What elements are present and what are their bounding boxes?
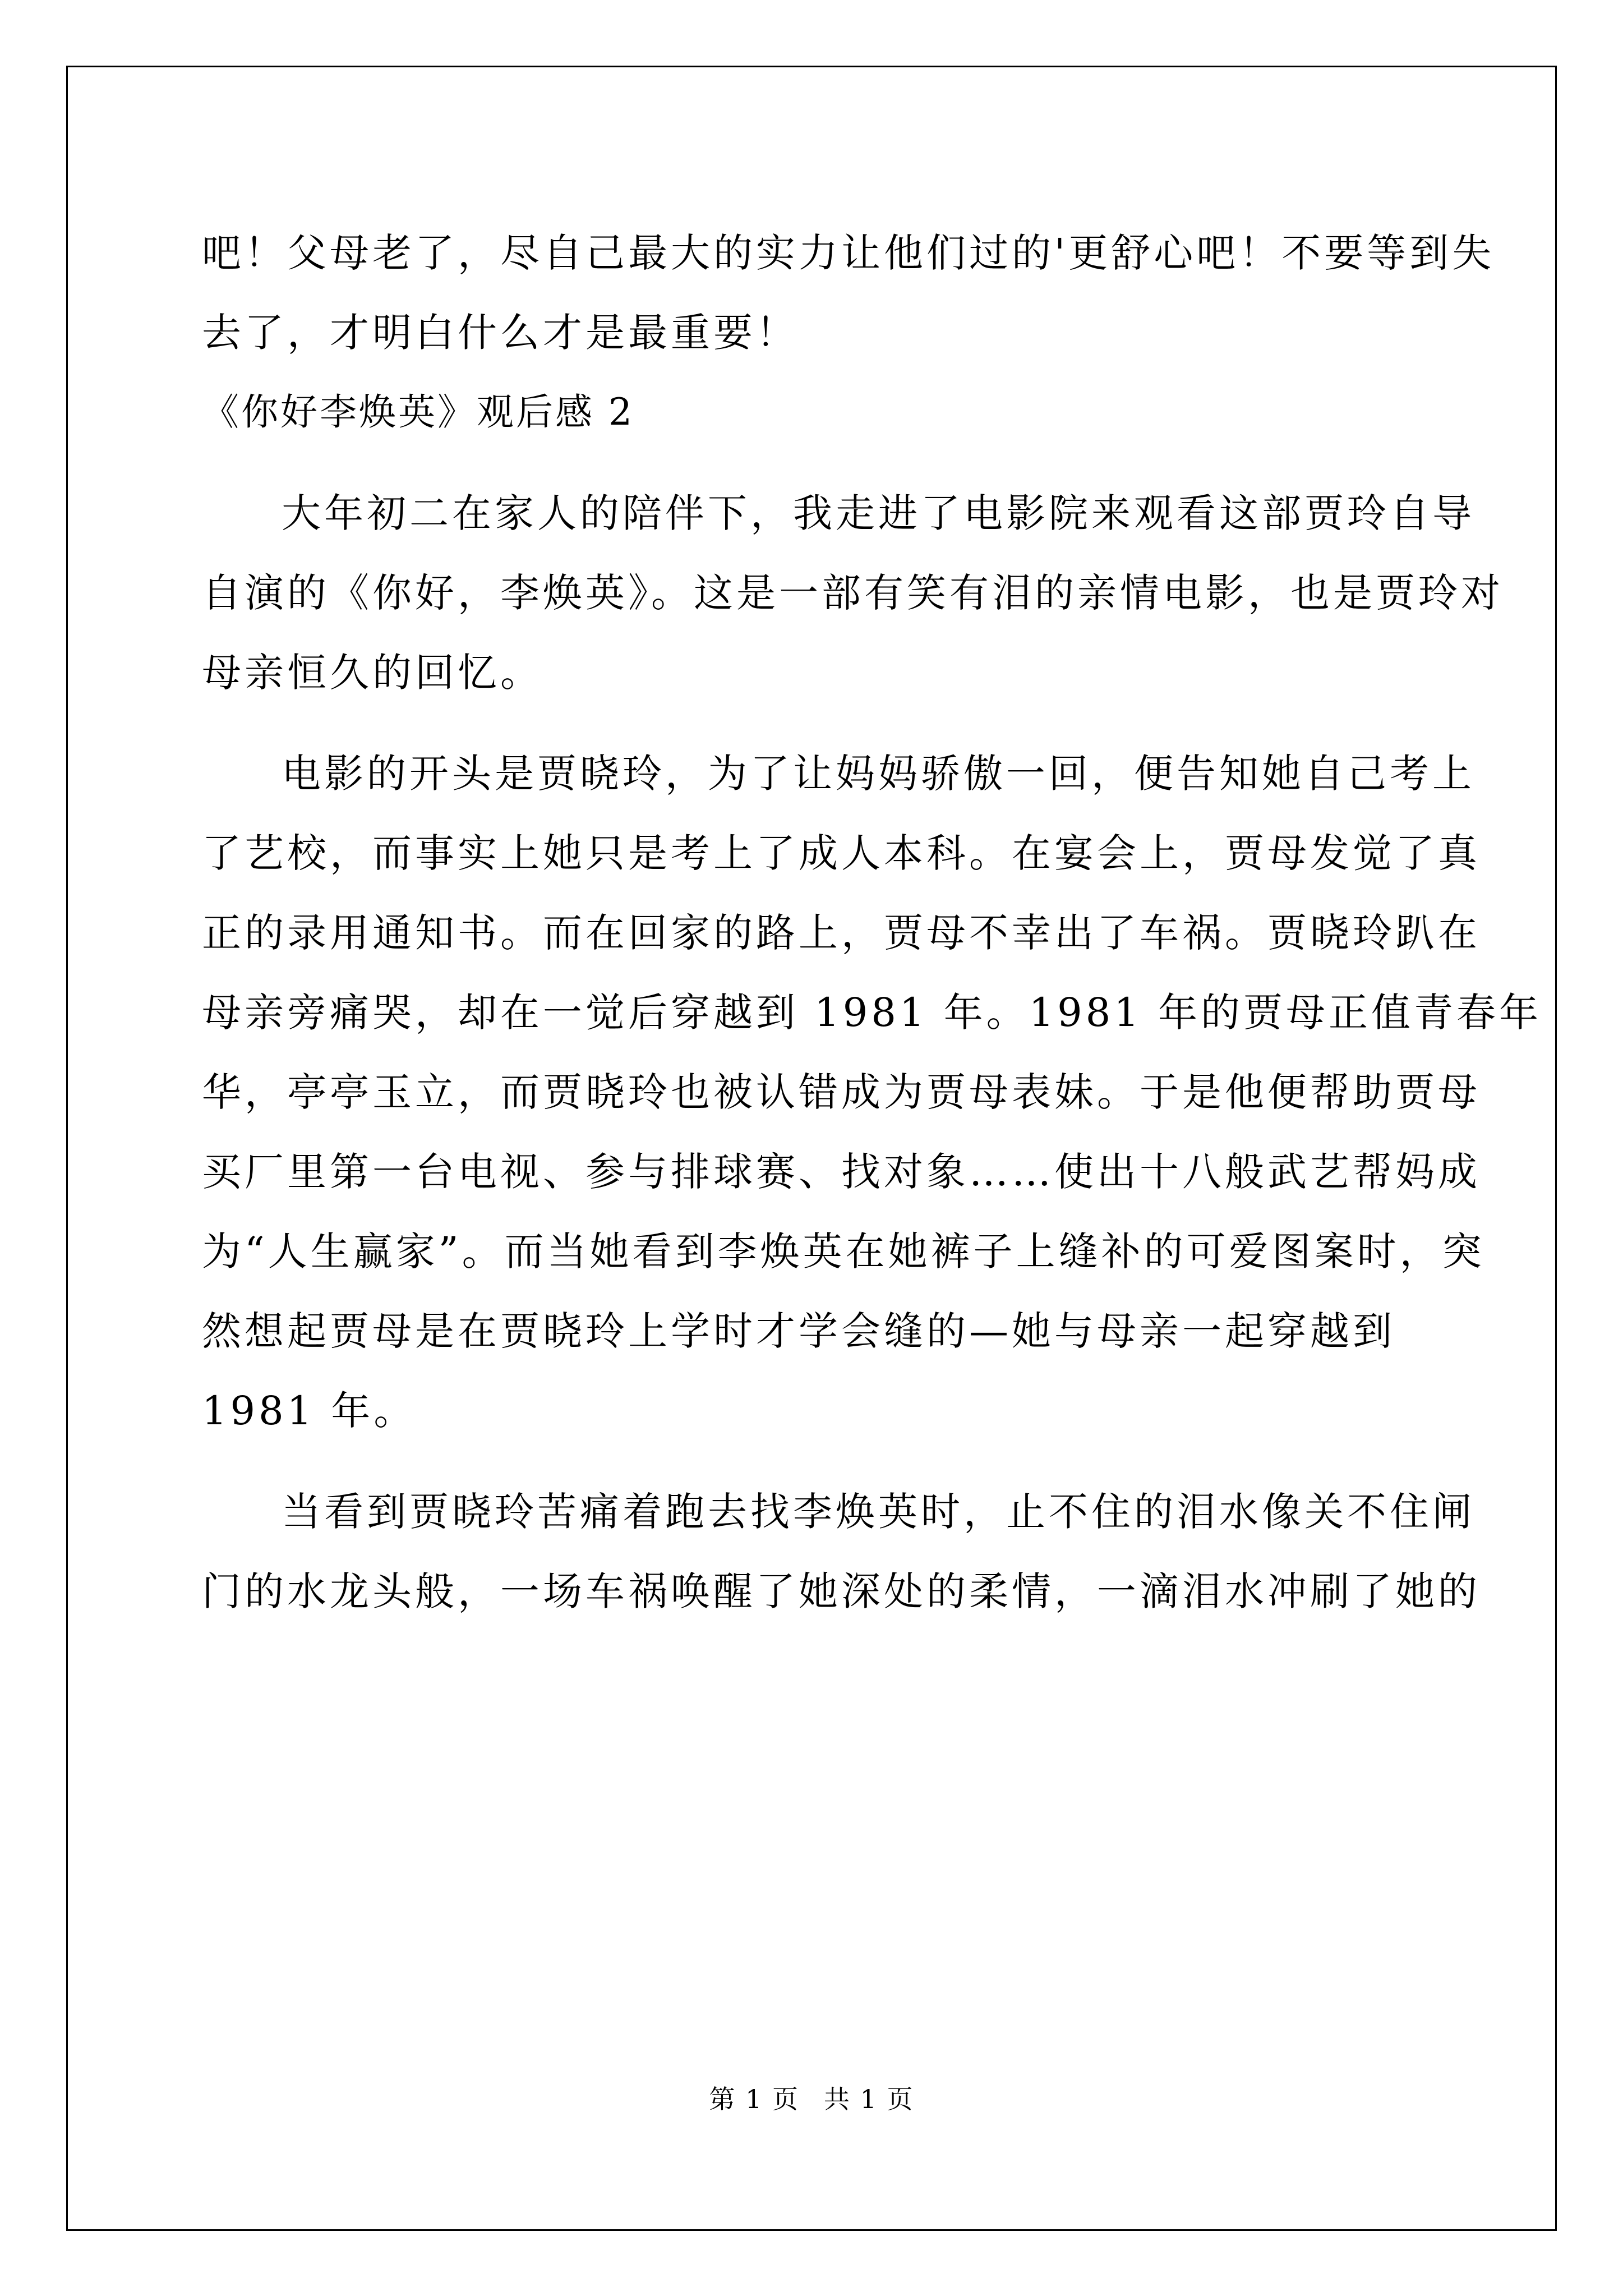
text-line: 去了，才明白什么才是最重要！ [202, 310, 799, 356]
page-footer [0, 2082, 1623, 2116]
section-heading: 《你好李焕英》观后感 2 [202, 390, 634, 434]
text-line: 母亲旁痛哭，却在一觉后穿越到 1981 年。1981 年的贾母正值青春年 [202, 990, 1542, 1036]
text-line: 当看到贾晓玲苦痛着跑去找李焕英时，止不住的泪水像关不住闸 [282, 1489, 1475, 1535]
text-line: 买厂里第一台电视、参与排球赛、找对象……使出十八般武艺帮妈成 [202, 1149, 1481, 1195]
text-line: 正的录用通知书。而在回家的路上，贾母不幸出了车祸。贾晓玲趴在 [202, 910, 1481, 956]
text-line: 华，亭亭玉立，而贾晓玲也被认错成为贾母表妹。于是他便帮助贾母 [202, 1069, 1481, 1115]
document-body [202, 213, 1542, 1631]
text-line: 电影的开头是贾晓玲，为了让妈妈骄傲一回，便告知她自己考上 [282, 751, 1475, 797]
text-line: 1981 年。 [202, 1388, 417, 1434]
text-line: 母亲恒久的回忆。 [202, 650, 543, 696]
page-total: 共 1 页 [824, 2084, 914, 2114]
page-number: 第 1 页 [709, 2084, 799, 2114]
text-line: 自演的《你好，李焕英》。这是一部有笑有泪的亲情电影，也是贾玲对 [202, 570, 1504, 616]
text-line: 了艺校，而事实上她只是考上了成人本科。在宴会上，贾母发觉了真 [202, 830, 1481, 876]
text-line: 吧！父母老了，尽自己最大的实力让他们过的'更舒心吧！不要等到失 [202, 230, 1495, 276]
text-line: 然想起贾母是在贾晓玲上学时才学会缝的—她与母亲一起穿越到 [202, 1308, 1395, 1354]
text-line: 为“人生赢家”。而当她看到李焕英在她裤子上缝补的可爱图案时，突 [202, 1228, 1485, 1274]
text-line: 门的水龙头般，一场车祸唤醒了她深处的柔情，一滴泪水冲刷了她的 [202, 1568, 1481, 1614]
text-line: 大年初二在家人的陪伴下，我走进了电影院来观看这部贾玲自导 [282, 490, 1475, 536]
